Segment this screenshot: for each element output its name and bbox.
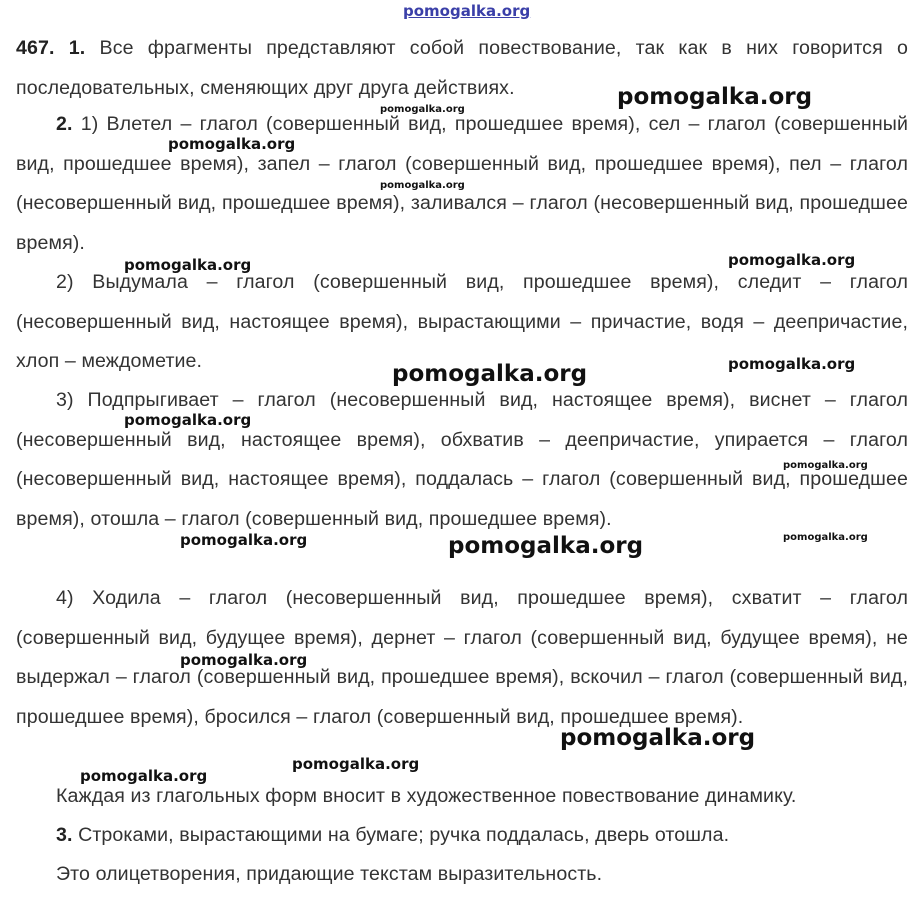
watermark: pomogalka.org <box>380 104 465 115</box>
watermark: pomogalka.org <box>728 355 856 373</box>
task-3-marker: 3. <box>56 824 73 846</box>
watermark: pomogalka.org <box>403 2 531 20</box>
task-2-fragment-3: 3) Подпрыгивает – глагол (несовершенный вид, настоящее время), виснет – глагол (несовершенный вид, настоящее время), обхватив – деепричастие, упирается – глагол (несовершенный вид, настоящее время), поддалась – глагол (совершенный вид, прошедшее время), отошла – глагол (совершенный вид, прошедшее время). <box>16 389 908 530</box>
task-3-text: Строками, вырастающими на бумаге; ручка поддалась, дверь отошла. <box>78 824 730 846</box>
task-2-fragment-4: 4) Ходила – глагол (несовершенный вид, прошедшее время), схватит – глагол (совершенный вид, будущее время), дернет – глагол (совершенный вид, будущее время), не выдержал – глагол (совершенный вид, прошедшее время), вскочил – глагол (совершенный вид, прошедшее время), бросился – глагол (совершенный вид, прошедшее время). <box>16 587 908 728</box>
paragraph-task-3 <box>16 816 908 856</box>
watermark: pomogalka.org <box>124 256 252 274</box>
task-2-fragment-2: 2) Выдумала – глагол (совершенный вид, прошедшее время), следит – глагол (несовершенный вид, настоящее время), вырастающими – причастие, водя – деепричастие, хлоп – междометие. <box>16 271 908 372</box>
watermark: pomogalka.org <box>560 725 756 751</box>
watermark: pomogalka.org <box>80 767 208 785</box>
watermark: pomogalka.org <box>180 531 308 549</box>
task-1-marker: 1. <box>68 37 86 59</box>
final-text: Это олицетворения, придающие текстам выразительность. <box>56 863 603 885</box>
watermark: pomogalka.org <box>783 532 868 543</box>
exercise-number: 467. <box>16 37 55 59</box>
watermark: pomogalka.org <box>448 533 644 559</box>
paragraph-fragment-3 <box>16 381 908 539</box>
paragraph-fragment-4 <box>16 579 908 737</box>
conclusion-text: Каждая из глагольных форм вносит в художественное повествование динамику. <box>56 785 797 807</box>
watermark: pomogalka.org <box>728 251 856 269</box>
task-1-text: Все фрагменты представляют собой повествование, так как в них говорится о последовательных, сменяющих друг друга действиях. <box>16 37 909 99</box>
watermark: pomogalka.org <box>292 755 420 773</box>
task-2-marker: 2. <box>56 113 73 135</box>
task-2-fragment-1: 1) Влетел – глагол (совершенный вид, прошедшее время), сел – глагол (совершенный вид, прошедшее время), запел – глагол (совершенный вид, прошедшее время), пел – глагол (несовершенный вид, прошедшее время), заливался – глагол (несовершенный вид, прошедшее время). <box>16 113 909 254</box>
watermark: pomogalka.org <box>617 84 813 110</box>
watermark: pomogalka.org <box>180 651 308 669</box>
watermark: pomogalka.org <box>392 361 588 387</box>
watermark: pomogalka.org <box>124 411 252 429</box>
watermark: pomogalka.org <box>380 180 465 191</box>
watermark: pomogalka.org <box>168 135 296 153</box>
paragraph-final <box>16 855 908 895</box>
watermark: pomogalka.org <box>783 460 868 471</box>
